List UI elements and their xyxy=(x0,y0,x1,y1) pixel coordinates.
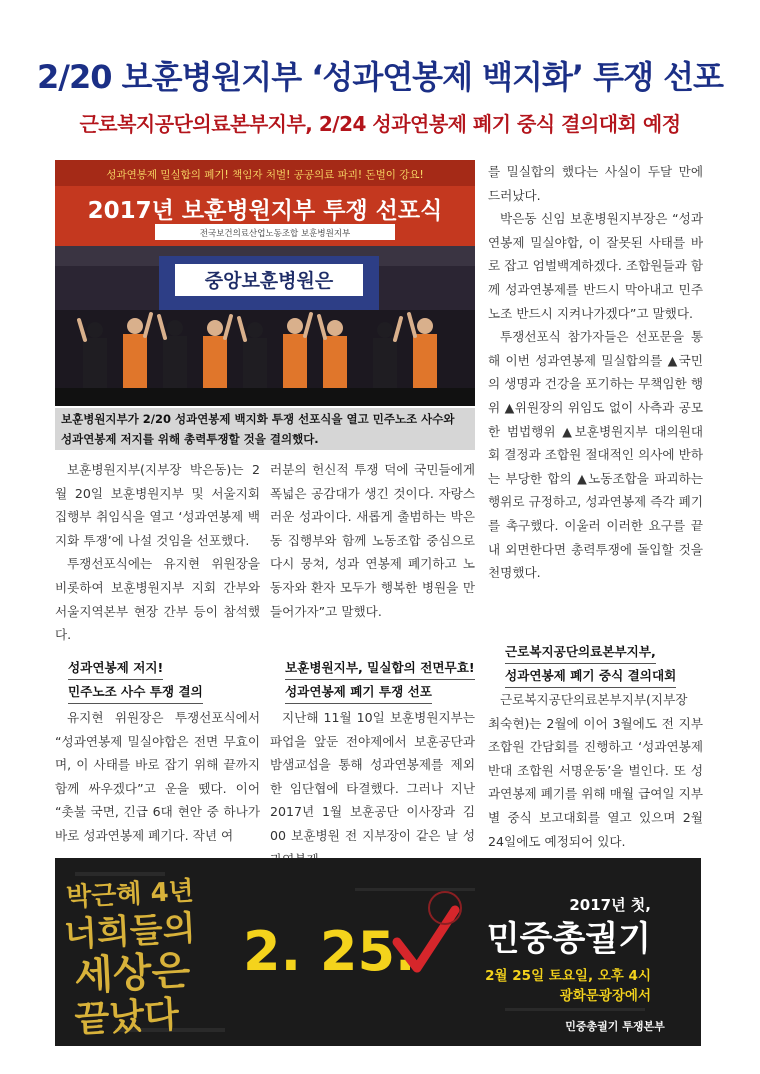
rally-photo xyxy=(55,160,475,406)
photo-stage-sign: 중앙보훈병원은 xyxy=(204,270,334,292)
headline: 2/20 보훈병원지부 ‘성과연봉제 백지화’ 투쟁 선포 xyxy=(37,58,723,96)
section-title-line: 보훈병원지부, 밀실합의 전면무효! xyxy=(285,656,475,680)
poster-org: 민중총궐기 투쟁본부 xyxy=(565,1020,665,1033)
photo-caption: 보훈병원지부가 2/20 성과연봉제 백지화 투쟁 선포식을 열고 민주노조 사수와 성과연봉제 저지를 위해 총력투쟁할 것을 결의했다. xyxy=(55,408,475,450)
section-title-line: 민주노조 사수 투쟁 결의 xyxy=(68,680,203,704)
poster-slogan-line: 끝났다 xyxy=(73,994,180,1041)
paragraph: 박은동 신임 보훈병원지부장은 “성과연봉제 밀실야합, 이 잘못된 사태를 바로 잡고 엄벌백계하겠다. 조합원들과 함께 성과연봉제를 반드시 막아내고 민주노조 반드시 지켜나가겠다”고 말했다. xyxy=(488,211,703,321)
poster-eyebrow: 2017년 첫, xyxy=(569,896,651,914)
section-title-line: 성과연봉제 저지! xyxy=(68,656,163,680)
section-title-line: 성과연봉제 폐기 중식 결의대회 xyxy=(505,664,676,688)
paragraph: 보훈병원지부(지부장 박은동)는 2월 20일 보훈병원지부 및 서울지회 집행부 취임식을 열고 ‘성과연봉제 백지화 투쟁’에 나설 것임을 선포했다. xyxy=(55,462,260,548)
column-3 xyxy=(488,160,703,585)
poster-slogan-line: 세상은 xyxy=(73,947,192,1000)
paragraph: 유지현 위원장은 투쟁선포식에서 “성과연봉제 밀실야합은 전면 무효이며, 이 사태를 바로 잡기 위해 끝까지 함께 싸우겠다”고 운을 뗐다. 이어 “촛불 국면, 긴급 6대 현안 중 하나가 바로 성과연봉제 폐기다. 작년 여 xyxy=(55,710,260,843)
paragraph: 를 밀실합의 했다는 사실이 두달 만에 드러났다. xyxy=(488,164,703,203)
section-title-2 xyxy=(285,656,475,704)
column-1 xyxy=(55,458,260,647)
paragraph: 투쟁선포식 참가자들은 선포문을 통해 이번 성과연봉제 밀실합의를 ▲국민의 생명과 건강을 포기하는 무책임한 행위 ▲위원장의 위임도 없이 사측과 공모한 범법행위 ▲보훈병원지부 대의원대회 결정과 조합원 절대적인 의사에 반하는 부당한 합의 ▲노동조합을 파괴하는 행위로 규정하고, 성과연봉제 즉각 폐기를 촉구했다. 이울러 이러한 요구를 끝내 외면한다면 총력투쟁에 돌입할 것을 천명했다. xyxy=(488,329,703,581)
paragraph: 러분의 헌신적 투쟁 덕에 국민들에게 폭넓은 공감대가 생긴 것이다. 자랑스러운 성과이다. 새롭게 출범하는 박은동 집행부와 함께 노동조합 중심으로 다시 뭉쳐, 성과 연봉제 폐기하고 노동자와 환자 모두가 행복한 병원을 만들어가자”고 말했다. xyxy=(270,462,475,619)
section-title-line: 성과연봉제 폐기 투쟁 선포 xyxy=(285,680,432,704)
poster-slogan-line: 너희들의 xyxy=(63,908,197,956)
section-title-1 xyxy=(68,656,203,704)
section-title-line: 근로복지공단의료본부지부, xyxy=(505,640,656,664)
photo-banner-org: 전국보건의료산업노동조합 보훈병원지부 xyxy=(199,229,351,239)
poster-where: 광화문광장에서 xyxy=(559,988,651,1004)
paragraph: 지난해 11월 10일 보훈병원지부는 파업을 앞둔 전야제에서 보훈공단과 밤샘교섭을 통해 성과연봉제를 제외한 임단협에 타결했다. 그러나 지난 2017년 1월 보훈공단 이사장과 김00 보훈병원 전 지부장이 같은 날 성 xyxy=(270,710,475,843)
section-body-1 xyxy=(55,706,260,848)
photo-banner-top: 성과연봉제 밀실합의 폐기! 책임자 처벌! 공공의료 파괴! 돈벌이 강요! xyxy=(106,169,424,181)
poster-title: 민중총궐기 xyxy=(486,919,651,959)
column-2 xyxy=(270,458,475,623)
section-title-3 xyxy=(505,640,676,688)
photo-banner-title: 2017년 보훈병원지부 투쟁 선포식 xyxy=(87,198,443,224)
rally-crowd xyxy=(79,314,437,388)
subheadline: 근로복지공단의료본부지부, 2/24 성과연봉제 폐기 중식 결의대회 예정 xyxy=(79,112,681,136)
rally-poster xyxy=(55,858,701,1046)
paragraph: 투쟁선포식에는 유지현 위원장을 비롯하여 보훈병원지부 지회 간부와 서울지역본부 현장 간부 등이 참석했다. xyxy=(55,556,260,643)
section-body-3 xyxy=(488,688,703,853)
poster-when: 2월 25일 토요일, 오후 4시 xyxy=(485,968,651,984)
section-body-2 xyxy=(270,706,475,871)
poster-date: 2. 25. xyxy=(243,920,416,983)
paragraph: 근로복지공단의료본부지부(지부장 최숙현)는 2월에 이어 3월에도 전 지부 조합원 간담회를 진행하고 ‘성과연봉제 반대 조합원 서명운동’을 벌인다. 또 성과연봉제 폐기를 위해 매월 급여일 지부별 중식 보고대회를 열고 있으며 2월 24일에도 예정되어 있다. xyxy=(488,692,703,849)
poster-slogan-line: 박근혜 4년 xyxy=(65,876,195,914)
